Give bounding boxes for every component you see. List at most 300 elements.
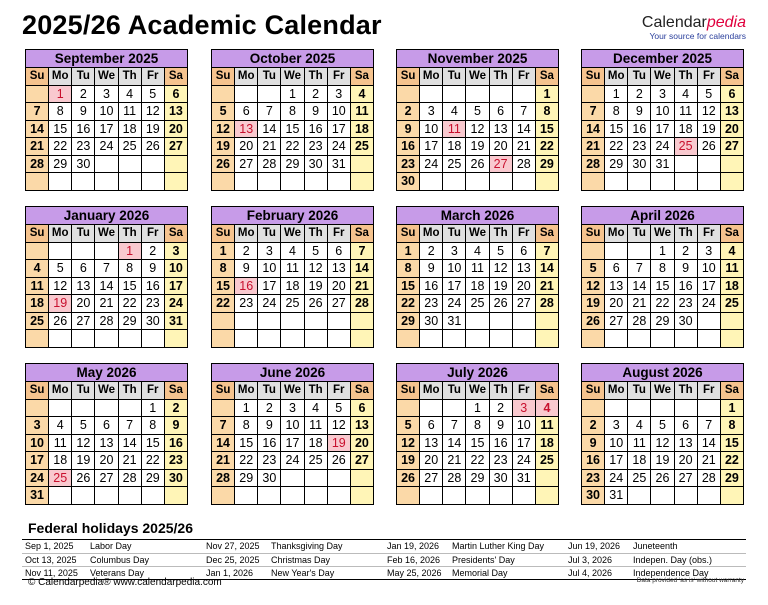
day-cell: 22 [466,452,489,470]
day-cell: 17 [164,277,187,295]
day-cell: 2 [582,417,605,435]
empty-day-cell [235,330,258,348]
weekday-header: Sa [535,68,558,86]
day-cell: 25 [535,452,558,470]
day-cell: 16 [72,120,95,138]
empty-day-cell [26,399,49,417]
holiday-date: Jul 3, 2026 [568,555,613,565]
day-cell: 27 [420,469,443,487]
day-cell: 30 [304,155,327,173]
day-cell: 7 [535,242,558,260]
day-cell: 18 [443,138,466,156]
day-cell: 15 [397,277,420,295]
day-cell: 29 [605,155,628,173]
day-cell: 26 [304,295,327,313]
day-cell: 27 [720,138,743,156]
empty-day-cell [466,173,489,191]
weekday-header: Su [397,68,420,86]
weekday-header: Fr [327,382,350,400]
empty-day-cell [443,399,466,417]
day-cell: 28 [582,155,605,173]
empty-day-cell [651,330,674,348]
empty-day-cell [235,85,258,103]
empty-day-cell [397,399,420,417]
weekday-header: Su [397,225,420,243]
day-cell: 7 [212,417,235,435]
empty-day-cell [512,330,535,348]
empty-day-cell [304,330,327,348]
day-cell: 28 [512,155,535,173]
page-title: 2025/26 Academic Calendar [22,10,382,40]
day-cell: 25 [443,155,466,173]
day-cell: 28 [697,469,720,487]
day-cell: 29 [235,469,258,487]
footer-copyright: © Calendarpedia® www.calendarpedia.com [28,577,222,588]
weekday-header: Fr [512,68,535,86]
day-cell: 27 [674,469,697,487]
empty-day-cell [535,312,558,330]
holiday-name: Veterans Day [90,568,145,578]
day-cell: 30 [420,312,443,330]
day-cell: 19 [72,452,95,470]
day-cell: 10 [443,260,466,278]
empty-day-cell [212,330,235,348]
holiday-date: May 25, 2026 [387,568,442,578]
weekday-header: Tu [258,68,281,86]
holiday-name: Thanksgiving Day [271,541,343,551]
empty-day-cell [72,487,95,505]
empty-day-cell [720,312,743,330]
day-cell: 6 [235,103,258,121]
day-cell: 6 [605,260,628,278]
weekday-header: Mo [605,382,628,400]
day-cell: 26 [72,469,95,487]
empty-day-cell [258,85,281,103]
empty-day-cell [164,330,187,348]
day-cell: 26 [489,295,512,313]
weekday-header: Sa [720,225,743,243]
day-cell: 17 [95,120,118,138]
day-cell: 6 [674,417,697,435]
day-cell: 1 [720,399,743,417]
empty-day-cell [118,330,141,348]
day-cell: 1 [212,242,235,260]
weekday-header: Tu [72,68,95,86]
empty-day-cell [674,155,697,173]
day-cell: 27 [489,155,512,173]
day-cell: 22 [118,295,141,313]
empty-day-cell [235,487,258,505]
day-cell: 17 [605,452,628,470]
day-cell: 9 [72,103,95,121]
day-cell: 24 [95,138,118,156]
empty-day-cell [674,487,697,505]
day-cell: 24 [651,138,674,156]
day-cell: 31 [605,487,628,505]
day-cell: 13 [420,434,443,452]
holiday-name: Indepen. Day (obs.) [633,555,713,565]
day-cell: 6 [489,103,512,121]
day-cell: 12 [651,434,674,452]
day-cell: 18 [26,295,49,313]
empty-day-cell [350,155,373,173]
day-cell: 24 [697,295,720,313]
month-title: November 2025 [396,49,559,67]
day-cell: 22 [235,452,258,470]
day-cell: 14 [212,434,235,452]
day-cell: 2 [72,85,95,103]
day-cell: 9 [235,260,258,278]
day-cell: 31 [327,155,350,173]
day-cell: 9 [164,417,187,435]
day-cell: 26 [651,469,674,487]
month-title: April 2026 [581,206,744,224]
day-cell: 9 [258,417,281,435]
day-cell: 13 [235,120,258,138]
day-cell: 3 [26,417,49,435]
weekday-header: Th [304,382,327,400]
day-cell: 17 [443,277,466,295]
day-cell: 30 [164,469,187,487]
day-cell: 12 [212,120,235,138]
empty-day-cell [281,487,304,505]
day-cell: 24 [281,452,304,470]
day-cell: 2 [235,242,258,260]
month-title: May 2026 [25,363,188,381]
day-cell: 6 [512,242,535,260]
weekday-header: Fr [327,225,350,243]
weekday-header: Sa [350,382,373,400]
day-cell: 21 [443,452,466,470]
day-cell: 28 [628,312,651,330]
day-cell: 24 [420,155,443,173]
day-cell: 23 [258,452,281,470]
day-cell: 24 [605,469,628,487]
weekday-header: Mo [605,225,628,243]
day-cell: 4 [628,417,651,435]
day-cell: 29 [118,312,141,330]
day-cell: 15 [720,434,743,452]
empty-day-cell [141,487,164,505]
holiday-name: Juneteenth [633,541,678,551]
day-cell: 23 [420,295,443,313]
holiday-date: Feb 16, 2026 [387,555,441,565]
weekday-header: Su [212,225,235,243]
weekday-header: Fr [141,225,164,243]
day-cell: 29 [535,155,558,173]
day-cell: 6 [72,260,95,278]
holiday-date: Nov 11, 2025 [25,568,78,578]
month-calendar [581,206,744,348]
day-cell: 4 [466,242,489,260]
empty-day-cell [95,399,118,417]
holiday-name: Labor Day [90,541,132,551]
empty-day-cell [651,399,674,417]
month-title: February 2026 [211,206,374,224]
day-cell: 30 [582,487,605,505]
day-cell: 25 [281,295,304,313]
empty-day-cell [535,487,558,505]
day-cell: 17 [258,277,281,295]
empty-day-cell [235,312,258,330]
weekday-header: Th [304,225,327,243]
day-cell: 1 [605,85,628,103]
day-cell: 5 [304,242,327,260]
day-cell: 26 [327,452,350,470]
day-cell: 20 [164,120,187,138]
month-title: August 2026 [581,363,744,381]
day-cell: 30 [258,469,281,487]
empty-day-cell [72,173,95,191]
day-cell: 14 [628,277,651,295]
day-cell: 31 [164,312,187,330]
day-cell: 2 [397,103,420,121]
month-calendar [396,49,559,191]
day-cell: 12 [327,417,350,435]
day-cell: 18 [535,434,558,452]
day-cell: 4 [535,399,558,417]
day-cell: 14 [258,120,281,138]
day-cell: 2 [164,399,187,417]
day-cell: 31 [26,487,49,505]
holiday-name: Presidents' Day [452,555,515,565]
empty-day-cell [443,487,466,505]
day-cell: 13 [72,277,95,295]
day-cell: 7 [697,417,720,435]
day-cell: 31 [651,155,674,173]
empty-day-cell [628,487,651,505]
empty-day-cell [697,155,720,173]
day-cell: 12 [697,103,720,121]
day-cell: 25 [26,312,49,330]
day-cell: 11 [49,434,72,452]
weekday-header: We [466,225,489,243]
day-cell: 28 [118,469,141,487]
empty-day-cell [628,173,651,191]
day-cell: 8 [49,103,72,121]
empty-day-cell [350,487,373,505]
day-cell: 24 [512,452,535,470]
empty-day-cell [212,487,235,505]
logo-accent-text: pedia [706,14,746,31]
day-cell: 19 [466,138,489,156]
empty-day-cell [674,330,697,348]
day-cell: 20 [512,277,535,295]
day-cell: 11 [674,103,697,121]
empty-day-cell [443,85,466,103]
empty-day-cell [697,312,720,330]
day-cell: 31 [512,469,535,487]
day-cell: 12 [304,260,327,278]
calendarpedia-logo[interactable] [642,14,746,41]
empty-day-cell [49,330,72,348]
empty-day-cell [397,85,420,103]
day-cell: 18 [304,434,327,452]
day-cell: 25 [674,138,697,156]
weekday-header: We [466,68,489,86]
weekday-header: Th [674,225,697,243]
day-cell: 26 [397,469,420,487]
day-cell: 7 [512,103,535,121]
holiday-date: Dec 25, 2025 [206,555,260,565]
weekday-header: Tu [443,225,466,243]
day-cell: 29 [141,469,164,487]
day-cell: 23 [304,138,327,156]
day-cell: 22 [281,138,304,156]
empty-day-cell [327,487,350,505]
day-cell: 18 [720,277,743,295]
weekday-header: Mo [605,68,628,86]
day-cell: 1 [466,399,489,417]
day-cell: 7 [258,103,281,121]
empty-day-cell [535,330,558,348]
weekday-header: Sa [535,225,558,243]
holiday-date: Sep 1, 2025 [25,541,74,551]
day-cell: 22 [212,295,235,313]
weekday-header: Mo [49,225,72,243]
empty-day-cell [720,173,743,191]
day-cell: 11 [443,120,466,138]
empty-day-cell [697,487,720,505]
weekday-header: Th [674,68,697,86]
day-cell: 10 [420,120,443,138]
day-cell: 4 [281,242,304,260]
day-cell: 13 [720,103,743,121]
weekday-header: Su [397,382,420,400]
day-cell: 28 [212,469,235,487]
day-cell: 5 [582,260,605,278]
day-cell: 28 [258,155,281,173]
weekday-header: Fr [697,382,720,400]
empty-day-cell [118,487,141,505]
day-cell: 27 [95,469,118,487]
day-cell: 30 [141,312,164,330]
empty-day-cell [697,330,720,348]
day-cell: 10 [281,417,304,435]
day-cell: 13 [327,260,350,278]
day-cell: 14 [512,120,535,138]
day-cell: 24 [26,469,49,487]
weekday-header: Mo [420,68,443,86]
day-cell: 25 [466,295,489,313]
empty-day-cell [651,173,674,191]
empty-day-cell [141,330,164,348]
weekday-header: Tu [72,225,95,243]
day-cell: 18 [49,452,72,470]
empty-day-cell [141,155,164,173]
day-cell: 15 [466,434,489,452]
day-cell: 19 [489,277,512,295]
day-cell: 4 [49,417,72,435]
empty-day-cell [281,330,304,348]
day-cell: 7 [628,260,651,278]
weekday-header: Mo [420,225,443,243]
day-cell: 1 [397,242,420,260]
empty-day-cell [720,487,743,505]
weekday-header: We [651,225,674,243]
day-cell: 8 [605,103,628,121]
disclaimer-note: Data provided 'as is' without warranty [636,577,744,584]
weekday-header: Sa [535,382,558,400]
empty-day-cell [605,173,628,191]
day-cell: 13 [605,277,628,295]
day-cell: 25 [720,295,743,313]
day-cell: 22 [605,138,628,156]
empty-day-cell [258,312,281,330]
empty-day-cell [350,469,373,487]
day-cell: 23 [674,295,697,313]
weekday-header: Th [118,225,141,243]
month-calendar [581,49,744,191]
month-calendar [396,363,559,505]
weekday-header: Th [674,382,697,400]
day-cell: 11 [350,103,373,121]
weekday-header: Tu [628,382,651,400]
day-cell: 7 [582,103,605,121]
day-cell: 20 [235,138,258,156]
day-cell: 4 [118,85,141,103]
empty-day-cell [72,330,95,348]
empty-day-cell [697,173,720,191]
holiday-row [22,553,746,566]
empty-day-cell [628,330,651,348]
day-cell: 30 [628,155,651,173]
weekday-header: Fr [512,225,535,243]
day-cell: 10 [512,417,535,435]
day-cell: 1 [235,399,258,417]
empty-day-cell [582,85,605,103]
day-cell: 10 [95,103,118,121]
month-title: March 2026 [396,206,559,224]
empty-day-cell [582,399,605,417]
weekday-header: Fr [697,225,720,243]
weekday-header: We [651,68,674,86]
day-cell: 26 [141,138,164,156]
day-cell: 19 [141,120,164,138]
day-cell: 29 [466,469,489,487]
day-cell: 15 [535,120,558,138]
day-cell: 19 [212,138,235,156]
day-cell: 14 [95,277,118,295]
weekday-header: Th [304,68,327,86]
weekday-header: Mo [235,225,258,243]
day-cell: 30 [397,173,420,191]
day-cell: 24 [258,295,281,313]
day-cell: 22 [141,452,164,470]
empty-day-cell [327,469,350,487]
weekday-header: Mo [420,382,443,400]
day-cell: 10 [697,260,720,278]
day-cell: 2 [489,399,512,417]
day-cell: 14 [118,434,141,452]
day-cell: 29 [49,155,72,173]
weekday-header: Sa [350,225,373,243]
empty-day-cell [118,155,141,173]
holiday-name: Columbus Day [90,555,150,565]
day-cell: 29 [720,469,743,487]
weekday-header: Su [582,68,605,86]
empty-day-cell [512,85,535,103]
day-cell: 23 [582,469,605,487]
day-cell: 3 [281,399,304,417]
empty-day-cell [628,399,651,417]
month-title: June 2026 [211,363,374,381]
day-cell: 11 [535,417,558,435]
empty-day-cell [350,330,373,348]
empty-day-cell [605,242,628,260]
day-cell: 23 [141,295,164,313]
empty-day-cell [26,242,49,260]
